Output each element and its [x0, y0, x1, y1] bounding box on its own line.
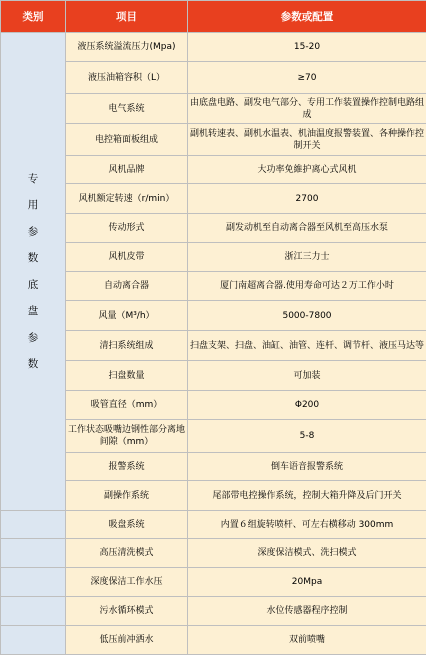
value-cell: 浙江三力士: [188, 243, 426, 272]
item-cell: 污水循环模式: [66, 597, 188, 626]
category-cell: [1, 568, 66, 597]
value-cell: 深度保洁模式、洗扫模式: [188, 539, 426, 568]
value-cell: 20Mpa: [188, 568, 426, 597]
table-row: [1, 597, 426, 626]
item-cell: 液压系统溢流压力(Mpa): [66, 33, 188, 62]
value-cell: 15-20: [188, 33, 426, 62]
item-cell: 电控箱面板组成: [66, 124, 188, 156]
header-item: 项目: [66, 1, 188, 33]
item-cell: 低压前冲洒水: [66, 626, 188, 655]
table-row: [1, 539, 426, 568]
item-cell: 液压油箱容积（L）: [66, 62, 188, 94]
item-cell: 自动离合器: [66, 272, 188, 301]
value-cell: 5000-7800: [188, 301, 426, 331]
item-cell: 工作状态吸嘴边钢性部分离地间隙（mm）: [66, 420, 188, 453]
value-cell: ≥70: [188, 62, 426, 94]
item-cell: 风量（M³/h）: [66, 301, 188, 331]
item-cell: 风机皮带: [66, 243, 188, 272]
value-cell: 可加装: [188, 361, 426, 391]
value-cell: 倒车语音报警系统: [188, 453, 426, 481]
value-cell: 尾部带电控操作系统，控制大箱升降及后门开关: [188, 481, 426, 511]
table-row: [1, 568, 426, 597]
category-cell: [1, 33, 66, 511]
value-cell: 双前喷嘴: [188, 626, 426, 655]
item-cell: 报警系统: [66, 453, 188, 481]
header-category: 类别: [1, 1, 66, 33]
item-cell: 副操作系统: [66, 481, 188, 511]
item-cell: 吸管直径（mm）: [66, 391, 188, 420]
value-cell: 2700: [188, 184, 426, 214]
value-cell: 扫盘支架、扫盘、油缸、油管、连杆、调节杆、液压马达等: [188, 331, 426, 361]
value-cell: 副发动机至自动离合器至风机至高压水泵: [188, 214, 426, 243]
table-row: [1, 511, 426, 539]
table-row: [1, 626, 426, 655]
value-cell: 副机转速表、副机水温表、机油温度报警装置、各种操作控制开关: [188, 124, 426, 156]
table-header-row: [1, 1, 426, 33]
item-cell: 风机品牌: [66, 156, 188, 184]
value-cell: 水位传感器程序控制: [188, 597, 426, 626]
item-cell: 清扫系统组成: [66, 331, 188, 361]
item-cell: 深度保洁工作水压: [66, 568, 188, 597]
item-cell: 扫盘数量: [66, 361, 188, 391]
category-label: 专 用 参 数 底 盘 参 数: [27, 172, 39, 370]
category-cell: [1, 511, 66, 539]
value-cell: 5-8: [188, 420, 426, 453]
item-cell: 传动形式: [66, 214, 188, 243]
category-cell: [1, 539, 66, 568]
value-cell: 内置６组旋转喷杆、可左右横移动 300mm: [188, 511, 426, 539]
item-cell: 风机额定转速（r/min）: [66, 184, 188, 214]
value-cell: 厦门南超离合器.使用寿命可达２万工作小时: [188, 272, 426, 301]
table-row: [1, 33, 426, 62]
value-cell: Φ200: [188, 391, 426, 420]
item-cell: 高压清洗模式: [66, 539, 188, 568]
value-cell: 大功率免維护离心式风机: [188, 156, 426, 184]
category-cell: [1, 626, 66, 655]
value-cell: 由底盘电路、副发电气部分、专用工作装置操作控制电路组成: [188, 94, 426, 124]
item-cell: 吸盘系统: [66, 511, 188, 539]
item-cell: 电气系统: [66, 94, 188, 124]
category-cell: [1, 597, 66, 626]
header-params: 参数或配置: [188, 1, 426, 33]
